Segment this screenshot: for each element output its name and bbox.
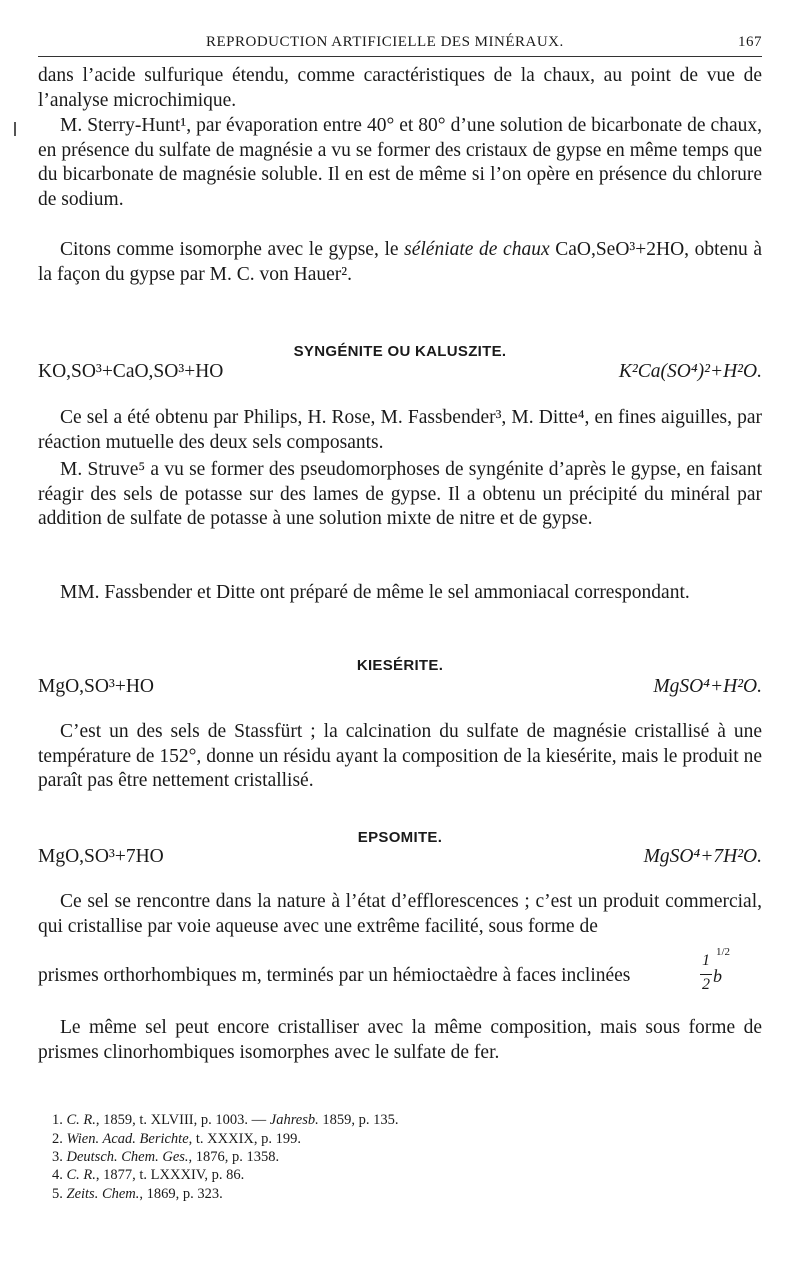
paragraph-clinorhombiques: Le même sel peut encore cristalliser avec la même composition, mais sous forme de prismes clinorhombiques isomorphes avec le sulfate de fer. <box>38 1017 762 1063</box>
epsomite-formula-new: MgSO⁴+7H²O. <box>643 846 762 867</box>
kieserite-formula-new: MgSO⁴+H²O. <box>653 676 762 697</box>
fraction-bar <box>700 974 712 975</box>
footnote-5: 5. Zeits. Chem., 1869, p. 323. <box>52 1186 223 1202</box>
paragraph-stassfurt: C’est un des sels de Stassfürt ; la calcination du sulfate de magnésie cristallisé à une température de 152°, donne un résidu ayant la composition de la kiesérite, mais le produit ne paraît pas être nettement cristallisé. <box>38 721 762 791</box>
seleniate-text-b: CaO,SeO³+2HO, obtenu à la façon du gypse par M. C. von Hauer². <box>38 239 762 285</box>
margin-mark <box>14 122 16 136</box>
page-number: 167 <box>738 34 762 50</box>
footnote-4: 4. C. R., 1877, t. LXXXIV, p. 86. <box>52 1167 245 1183</box>
paragraph-efflorescences: Ce sel se rencontre dans la nature à l’état d’efflorescences ; c’est un produit commercial, qui cristallise par voie aqueuse avec une extrême facilité, sous forme de <box>38 891 762 937</box>
syngenite-formula-old: KO,SO³+CaO,SO³+HO <box>38 361 224 382</box>
syngenite-formula-new: K²Ca(SO⁴)²+H²O. <box>618 361 762 382</box>
fraction-variable: b <box>713 966 722 986</box>
seleniate-text-a: Citons comme isomorphe avec le gypse, le <box>60 239 405 260</box>
paragraph-ammoniacal: MM. Fassbender et Ditte ont préparé de même le sel ammoniacal correspondant. <box>60 582 690 603</box>
section-heading-syngenite: SYNGÉNITE OU KALUSZITE. <box>293 343 507 360</box>
running-header <box>38 34 762 57</box>
paragraph-struve: M. Struve⁵ a vu se former des pseudomorphoses de syngénite d’après le gypse, en faisant réagir des sels de potasse sur des lames de gypse. Il a obtenu un précipité du minéral par addition de sulfate de potasse à une solution mixte de nitre et de gypse. <box>38 459 762 529</box>
paragraph-seleniate <box>38 238 762 287</box>
fraction-exponent: 1/2 <box>716 946 731 958</box>
paragraph-1: dans l’acide sulfurique étendu, comme caractéristiques de la chaux, au point de vue de l’analyse microchimique. <box>38 65 762 111</box>
footnote-1: 1. C. R., 1859, t. XLVIII, p. 1003. — Jahresb. 1859, p. 135. <box>52 1112 399 1128</box>
paragraph-syngenite-obtention: Ce sel a été obtenu par Philips, H. Rose, M. Fassbender³, M. Ditte⁴, en fines aiguilles, par réaction mutuelle des deux sels composants. <box>38 407 762 453</box>
footnote-2: 2. Wien. Acad. Berichte, t. XXXIX, p. 199. <box>52 1131 302 1147</box>
section-heading-kieserite: KIESÉRITE. <box>356 657 444 674</box>
section-heading-epsomite: EPSOMITE. <box>357 829 443 846</box>
running-title: REPRODUCTION ARTIFICIELLE DES MINÉRAUX. <box>206 34 564 50</box>
paragraph-sterry-hunt: M. Sterry-Hunt¹, par évaporation entre 40° et 80° d’une solution de bicarbonate de chaux, en présence du sulfate de magnésie a vu se former des cristaux de gypse en même temps que du bicarbonate de magnésie soluble. Il en est de même si l’on opère en présence du chlorure de sodium. <box>38 115 762 210</box>
fraction-denominator: 2 <box>702 976 710 993</box>
seleniate-term: séléniate de chaux <box>404 239 550 260</box>
footnote-3: 3. Deutsch. Chem. Ges., 1876, p. 1358. <box>52 1149 280 1165</box>
paragraph-efflorescences-end: prismes orthorhombiques m, terminés par un hémioctaèdre à faces inclinées <box>38 965 631 986</box>
fraction-numerator: 1 <box>702 952 710 969</box>
epsomite-formula-old: MgO,SO³+7HO <box>38 846 164 867</box>
kieserite-formula-old: MgO,SO³+HO <box>38 676 154 697</box>
